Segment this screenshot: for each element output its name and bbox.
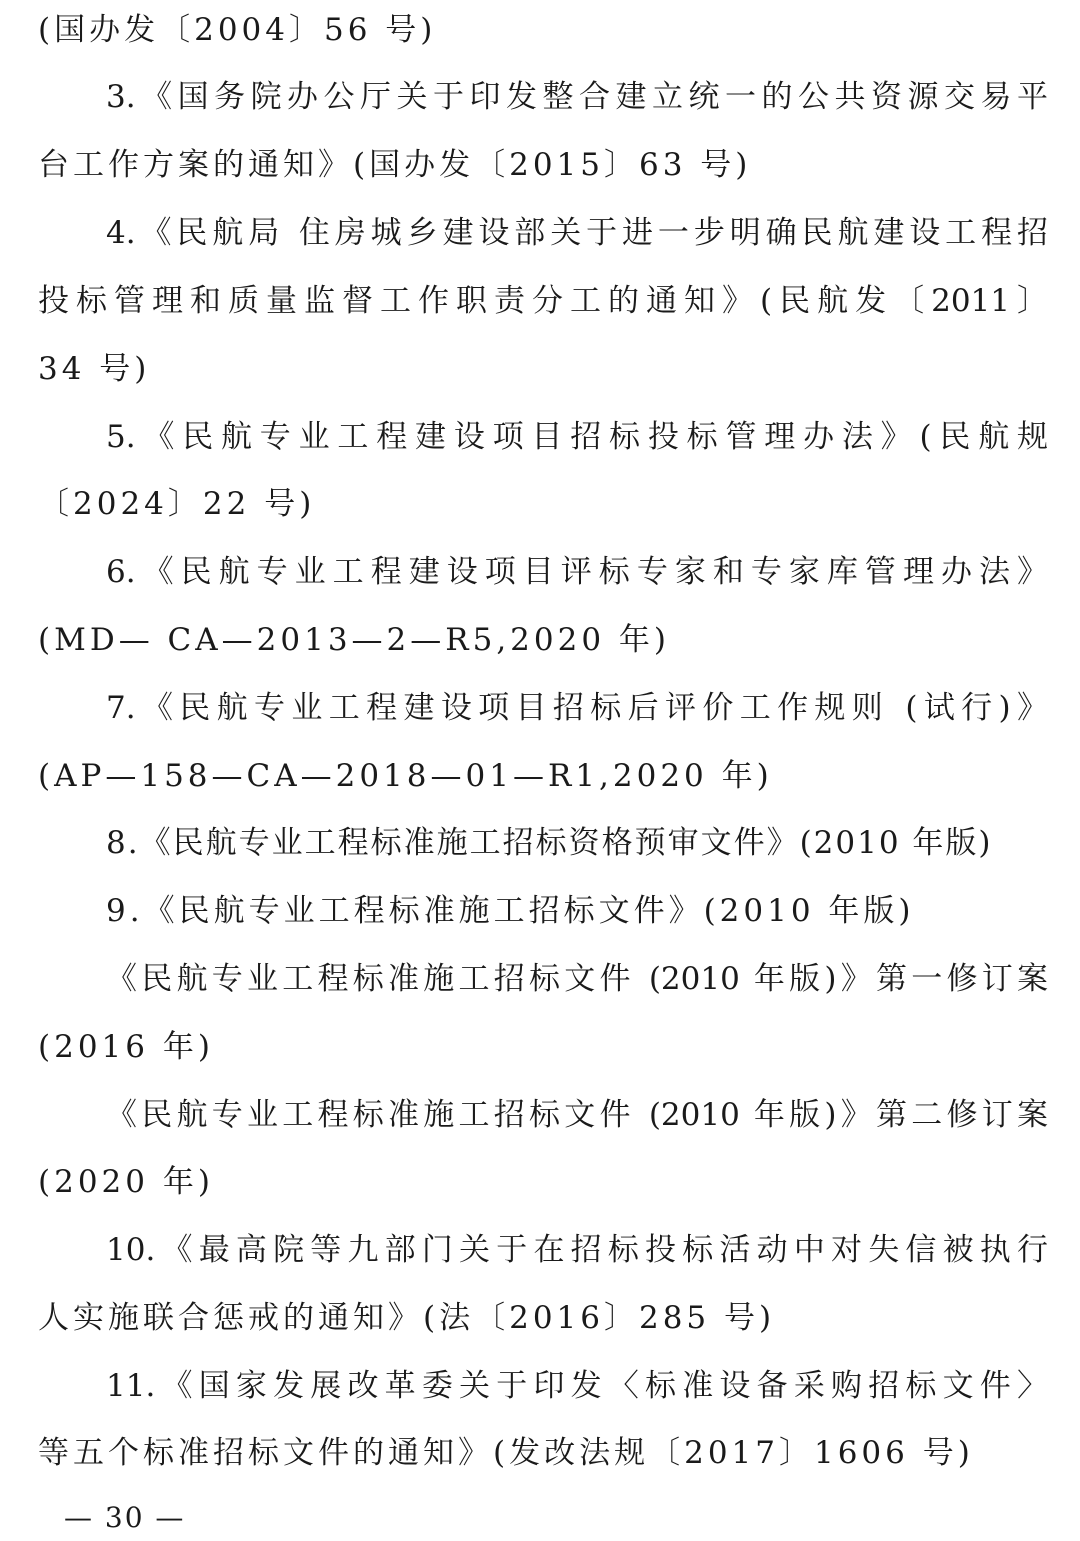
text-line: 6.《民航专业工程建设项目评标专家和专家库管理办法》: [106, 554, 1048, 590]
text-line: 9.《民航专业工程标准施工招标文件》(2010 年版): [106, 893, 915, 929]
text-line: 5.《民航专业工程建设项目招标投标管理办法》(民航规: [106, 419, 1048, 455]
text-line: (AP—158—CA—2018—01—R1,2020 年): [38, 758, 773, 794]
text-line: 3.《国务院办公厅关于印发整合建立统一的公共资源交易平: [106, 79, 1048, 115]
text-line: 8.《民航专业工程标准施工招标资格预审文件》(2010 年版): [106, 825, 993, 861]
text-line: 10.《最高院等九部门关于在招标投标活动中对失信被执行: [106, 1232, 1048, 1268]
text-line: 投标管理和质量监督工作职责分工的通知》(民航发〔2011〕: [38, 283, 1048, 319]
text-line: 台工作方案的通知》(国办发〔2015〕63 号): [38, 147, 752, 183]
text-line: (国办发〔2004〕56 号): [38, 12, 437, 48]
text-line: (2016 年): [38, 1029, 214, 1065]
text-line: (2020 年): [38, 1164, 214, 1200]
page-number: — 30 —: [64, 1501, 186, 1534]
text-line: 11.《国家发展改革委关于印发〈标准设备采购招标文件〉: [106, 1368, 1048, 1404]
text-line: 《民航专业工程标准施工招标文件 (2010 年版)》第一修订案: [106, 961, 1048, 997]
text-line: 〔2024〕22 号): [38, 486, 316, 522]
text-line: 34 号): [38, 351, 151, 387]
text-line: 等五个标准招标文件的通知》(发改法规〔2017〕1606 号): [38, 1435, 974, 1471]
text-line: 人实施联合惩戒的通知》(法〔2016〕285 号): [38, 1300, 776, 1336]
text-line: 4.《民航局 住房城乡建设部关于进一步明确民航建设工程招: [106, 215, 1048, 251]
text-line: (MD— CA—2013—2—R5,2020 年): [38, 622, 671, 658]
text-line: 7.《民航专业工程建设项目招标后评价工作规则 (试行)》: [106, 690, 1048, 726]
text-line: 《民航专业工程标准施工招标文件 (2010 年版)》第二修订案: [106, 1097, 1048, 1133]
